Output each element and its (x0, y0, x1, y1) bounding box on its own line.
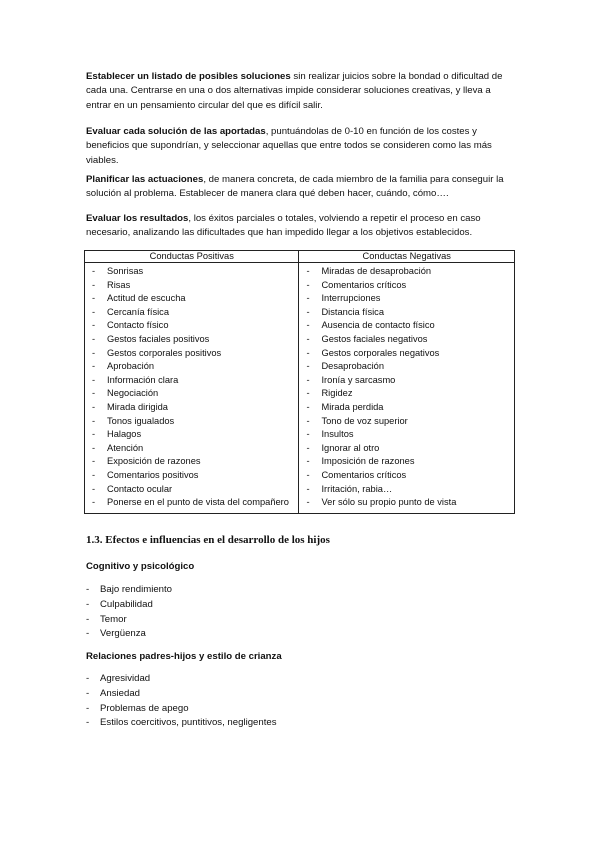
list-item-text: Exposición de razones (107, 456, 201, 467)
dash-bullet: - (306, 442, 310, 453)
list-item (299, 265, 514, 279)
list-item (85, 347, 298, 361)
list-item (299, 496, 514, 510)
list-item-text: Contacto ocular (107, 483, 173, 494)
dash-bullet: - (306, 429, 310, 440)
list-item (299, 333, 514, 347)
dash-bullet: - (86, 702, 90, 714)
dash-bullet: - (92, 361, 96, 372)
section-title: 1.3. Efectos e influencias en el desarrollo de los hijos (86, 534, 330, 546)
list-item-text: Gestos corporales negativos (321, 347, 440, 358)
list-item-text: Gestos faciales positivos (107, 333, 210, 344)
list-item-text: Temor (100, 613, 127, 625)
list-item (86, 598, 172, 613)
list-item (299, 442, 514, 456)
list-item-text: Ver sólo su propio punto de vista (321, 497, 457, 508)
dash-bullet: - (306, 483, 310, 494)
dash-bullet: - (86, 598, 90, 610)
relaciones-list (86, 672, 277, 731)
list-item (86, 583, 172, 598)
paragraph-planificar (86, 173, 516, 202)
dash-bullet: - (92, 374, 96, 385)
paragraph-lead: Establecer un listado de posibles soluciones (86, 71, 291, 82)
dash-bullet: - (92, 333, 96, 344)
list-item (85, 469, 298, 483)
list-item-text: Mirada dirigida (107, 401, 168, 412)
list-item-text: Insultos (321, 429, 354, 440)
list-item (299, 483, 514, 497)
list-item (299, 428, 514, 442)
list-item (85, 483, 298, 497)
list-item-text: Desaprobación (321, 361, 385, 372)
list-item (86, 716, 277, 731)
dash-bullet: - (306, 374, 310, 385)
dash-bullet: - (92, 320, 96, 331)
paragraph-body: , puntuándolas de 0-10 en función de los costes y beneficios que supondrían, y seleccionar aquellas que entre todos se consideren como las más viables. (86, 126, 492, 166)
list-item (85, 374, 298, 388)
dash-bullet: - (92, 293, 96, 304)
paragraph-body: sin realizar juicios sobre la bondad o dificultad de cada una. Centrarse en una o dos alternativas impide considerar soluciones creativas, y lleva a entrar en un pensamiento circular del que es difícil salir. (86, 71, 503, 111)
list-item (86, 627, 172, 642)
list-item-text: Problemas de apego (100, 702, 189, 714)
list-item-text: Halagos (107, 429, 142, 440)
list-item (299, 415, 514, 429)
dash-bullet: - (306, 266, 310, 276)
list-item (85, 401, 298, 415)
list-item (86, 702, 277, 717)
list-item (299, 360, 514, 374)
dash-bullet: - (86, 584, 90, 595)
list-item-text: Ausencia de contacto físico (321, 320, 435, 331)
paragraph-body: , los éxitos parciales o totales, volviendo a repetir el proceso en caso necesario, analizando las dificultades que han impedido llegar a los objetivos establecidos. (86, 213, 481, 239)
cognitivo-list (86, 583, 172, 642)
list-item (299, 401, 514, 415)
list-item-text: Vergüenza (100, 628, 146, 640)
list-item (299, 306, 514, 320)
list-item-text: Tono de voz superior (321, 415, 408, 426)
list-item-text: Ponerse en el punto de vista del compañero (107, 497, 289, 508)
list-item (85, 279, 298, 293)
paragraph-body: , de manera concreta, de cada miembro de la familia para conseguir la solución al problema. Establecer de manera clara qué deben hacer, cuándo, cómo…. (86, 174, 504, 200)
list-item (85, 306, 298, 320)
negative-list (299, 265, 514, 510)
positive-column (85, 263, 299, 514)
dash-bullet: - (92, 442, 96, 453)
paragraph-evaluar-resultados (86, 212, 516, 241)
dash-bullet: - (86, 717, 90, 729)
list-item (85, 333, 298, 347)
dash-bullet: - (92, 279, 96, 290)
paragraph-lead: Planificar las actuaciones (86, 174, 204, 185)
list-item (299, 455, 514, 469)
dash-bullet: - (306, 401, 310, 412)
dash-bullet: - (306, 279, 310, 290)
dash-bullet: - (306, 456, 310, 467)
list-item (299, 347, 514, 361)
dash-bullet: - (92, 388, 96, 399)
dash-bullet: - (92, 415, 96, 426)
list-item (85, 442, 298, 456)
dash-bullet: - (92, 497, 96, 508)
list-item-text: Actitud de escucha (107, 293, 186, 304)
dash-bullet: - (92, 347, 96, 358)
list-item-text: Bajo rendimiento (100, 584, 172, 595)
list-item-text: Imposición de razones (321, 456, 415, 467)
dash-bullet: - (306, 347, 310, 358)
list-item (86, 672, 277, 687)
list-item (85, 496, 298, 510)
list-item (85, 319, 298, 333)
paragraph-evaluar-solucion (86, 125, 516, 168)
dash-bullet: - (86, 687, 90, 699)
list-item (85, 428, 298, 442)
list-item (85, 360, 298, 374)
list-item-text: Estilos coercitivos, puntitivos, negligentes (100, 717, 277, 729)
dash-bullet: - (306, 469, 310, 480)
dash-bullet: - (92, 483, 96, 494)
list-item (299, 387, 514, 401)
list-item-text: Cercanía física (107, 306, 170, 317)
list-item-text: Aprobación (107, 361, 155, 372)
list-item (299, 469, 514, 483)
list-item-text: Interrupciones (321, 293, 381, 304)
dash-bullet: - (306, 320, 310, 331)
dash-bullet: - (92, 469, 96, 480)
list-item-text: Contacto físico (107, 320, 169, 331)
list-item (85, 415, 298, 429)
dash-bullet: - (86, 628, 90, 640)
list-item-text: Comentarios positivos (107, 469, 199, 480)
list-item-text: Risas (107, 279, 131, 290)
list-item (85, 387, 298, 401)
dash-bullet: - (92, 401, 96, 412)
subheading-cognitivo: Cognitivo y psicológico (86, 561, 195, 572)
dash-bullet: - (86, 673, 90, 684)
list-item-text: Comentarios críticos (321, 279, 407, 290)
dash-bullet: - (306, 388, 310, 399)
header-negative: Conductas Negativas (299, 251, 515, 263)
positive-list (85, 265, 298, 510)
list-item-text: Irritación, rabia… (321, 483, 393, 494)
list-item (85, 455, 298, 469)
list-item-text: Distancia física (321, 306, 384, 317)
subheading-relaciones: Relaciones padres-hijos y estilo de crianza (86, 651, 282, 662)
dash-bullet: - (306, 306, 310, 317)
list-item-text: Ironía y sarcasmo (321, 374, 396, 385)
list-item-text: Atención (107, 442, 144, 453)
list-item-text: Mirada perdida (321, 401, 384, 412)
dash-bullet: - (92, 456, 96, 467)
list-item-text: Gestos corporales positivos (107, 347, 222, 358)
list-item (299, 279, 514, 293)
list-item-text: Sonrisas (107, 266, 144, 276)
paragraph-lead: Evaluar cada solución de las aportadas (86, 126, 266, 137)
dash-bullet: - (92, 266, 96, 276)
list-item (299, 319, 514, 333)
dash-bullet: - (92, 306, 96, 317)
list-item-text: Rigidez (321, 388, 353, 399)
dash-bullet: - (306, 361, 310, 372)
list-item (85, 292, 298, 306)
dash-bullet: - (306, 497, 310, 508)
list-item-text: Negociación (107, 388, 159, 399)
dash-bullet: - (306, 415, 310, 426)
list-item-text: Tonos igualados (107, 415, 175, 426)
list-item-text: Miradas de desaprobación (321, 266, 432, 276)
list-item (299, 374, 514, 388)
dash-bullet: - (86, 613, 90, 625)
list-item (86, 613, 172, 628)
list-item (86, 687, 277, 702)
list-item-text: Ansiedad (100, 687, 141, 699)
list-item-text: Gestos faciales negativos (321, 333, 428, 344)
list-item (299, 292, 514, 306)
negative-column (299, 263, 515, 514)
dash-bullet: - (92, 429, 96, 440)
list-item-text: Agresividad (100, 673, 151, 684)
list-item-text: Información clara (107, 374, 179, 385)
list-item-text: Culpabilidad (100, 598, 153, 610)
header-positive: Conductas Positivas (85, 251, 299, 263)
dash-bullet: - (306, 293, 310, 304)
conductas-table (84, 250, 515, 514)
list-item (85, 265, 298, 279)
paragraph-lead: Evaluar los resultados (86, 213, 189, 224)
list-item-text: Ignorar al otro (321, 442, 380, 453)
dash-bullet: - (306, 333, 310, 344)
paragraph-listado (86, 70, 516, 113)
list-item-text: Comentarios críticos (321, 469, 407, 480)
